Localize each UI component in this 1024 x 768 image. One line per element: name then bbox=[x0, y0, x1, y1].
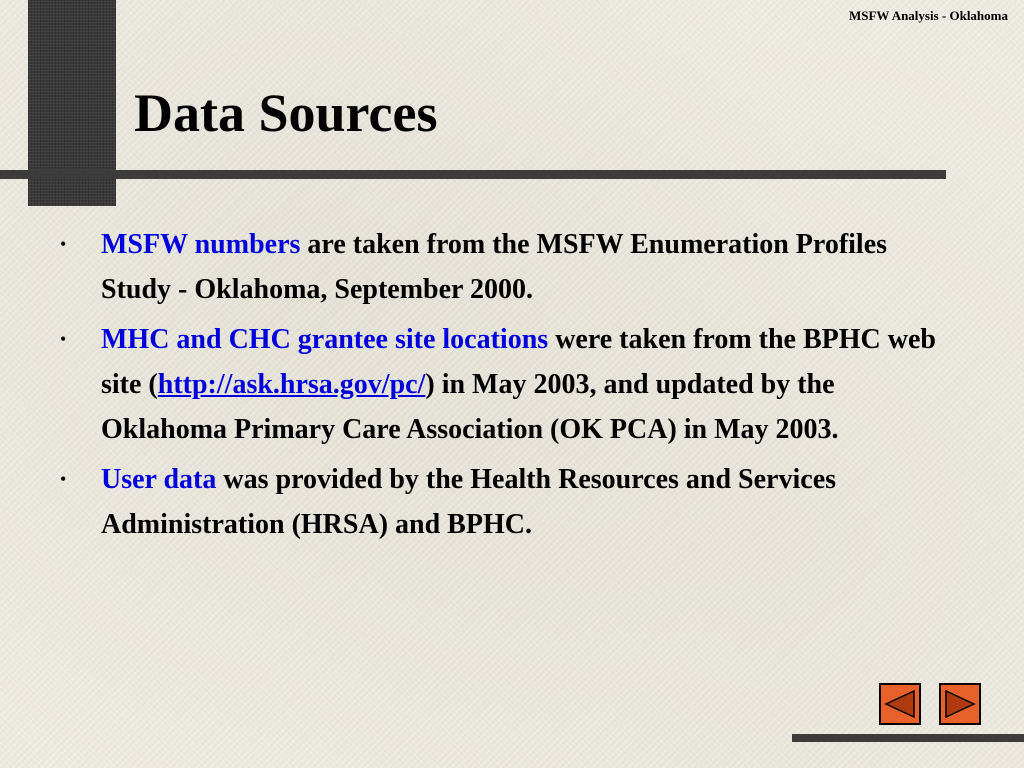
bphc-web-link[interactable]: http://ask.hrsa.gov/pc/ bbox=[157, 369, 426, 400]
bullet-dot-icon: • bbox=[60, 234, 67, 254]
bullet-dot-icon: • bbox=[60, 329, 67, 349]
bullet-text: are taken from the MSFW Enumeration Profiles Study - Oklahoma, September 2000. bbox=[101, 229, 888, 305]
bullet-item-site-locations bbox=[60, 317, 960, 452]
bullet-list bbox=[60, 222, 960, 552]
bullet-item-msfw-numbers bbox=[60, 222, 960, 312]
bullet-highlight: MHC and CHC grantee site locations bbox=[101, 324, 549, 355]
right-arrow-icon bbox=[943, 689, 977, 719]
bullet-highlight: User data bbox=[101, 464, 217, 495]
bullet-dot-icon: • bbox=[60, 469, 67, 489]
bottom-rule bbox=[792, 734, 1024, 742]
previous-slide-button[interactable] bbox=[879, 683, 921, 725]
bullet-text: were taken from the BPHC web site ( bbox=[101, 324, 936, 400]
bullet-text: ) in May 2003, and updated by the Oklahoma Primary Care Association (OK PCA) in May 2003. bbox=[101, 369, 839, 445]
bullet-item-user-data bbox=[60, 457, 960, 547]
header-caption: MSFW Analysis - Oklahoma bbox=[848, 8, 1008, 23]
slide-title: Data Sources bbox=[134, 83, 438, 143]
bullet-highlight: MSFW numbers bbox=[101, 229, 301, 260]
left-arrow-icon bbox=[883, 689, 917, 719]
next-slide-button[interactable] bbox=[939, 683, 981, 725]
bullet-text: was provided by the Health Resources and Services Administration (HRSA) and BPHC. bbox=[101, 464, 837, 540]
title-rule bbox=[0, 170, 946, 179]
